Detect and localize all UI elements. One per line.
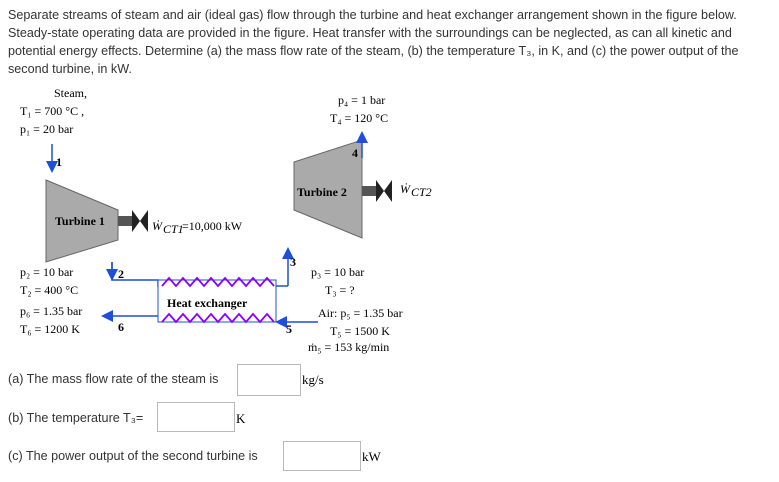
- wct2-symbol: Ẇ: [400, 182, 410, 196]
- t6-label: T₆ = 1200 K: [20, 322, 80, 336]
- answer-b-unit: K: [236, 411, 246, 426]
- state-6-number: 6: [118, 320, 124, 334]
- p4-label: p₄ = 1 bar: [338, 93, 386, 107]
- state-3-number: 3: [290, 255, 296, 269]
- answer-a-unit: kg/s: [302, 372, 324, 387]
- answer-c-unit: kW: [362, 449, 381, 464]
- wct1-symbol: Ẇ: [152, 219, 162, 233]
- problem-statement: Separate streams of steam and air (ideal gas) flow through the turbine and heat exchanger arrangement shown in the figure below. Steady-state operating data are provided in the figure. Heat transfer with the surroundings can be neglected, as can all kinetic and potential energy effects. Determine (a) the mass flow rate of the steam, (b) the temperature T₃, in K, and (c) the power output of the second turbine, in kW.: [8, 8, 739, 76]
- answer-b-input[interactable]: [157, 402, 235, 432]
- state-1-number: 1: [56, 155, 62, 169]
- answer-a-input[interactable]: [237, 364, 301, 396]
- air-p5-label: Air: p₅ = 1.35 bar: [318, 306, 403, 320]
- answer-c-input[interactable]: [283, 441, 361, 471]
- wct2-subscript: CT2: [411, 185, 432, 199]
- p1-label: p₁ = 20 bar: [20, 122, 74, 136]
- state-5-number: 5: [286, 322, 292, 336]
- p6-label: p₆ = 1.35 bar: [20, 304, 83, 318]
- question-c-label: (c) The power output of the second turbine is: [8, 449, 258, 463]
- t5-label: T₅ = 1500 K: [330, 324, 390, 338]
- heat-exchanger-label: Heat exchanger: [167, 296, 248, 310]
- state-4-number: 4: [352, 146, 358, 160]
- turbine-2-shaft-coupling-icon: [376, 180, 392, 202]
- turbine-1-label: Turbine 1: [55, 214, 105, 228]
- turbine-2-label: Turbine 2: [297, 185, 347, 199]
- steam-label: Steam,: [54, 86, 87, 100]
- wct1-value: =10,000 kW: [182, 219, 243, 233]
- turbine-2-shaft: [362, 186, 376, 196]
- turbine-1-shaft-coupling-icon: [132, 210, 148, 232]
- turbine-1-shaft: [118, 216, 132, 226]
- question-a-label: (a) The mass flow rate of the steam is: [8, 372, 219, 386]
- p3-label: p₃ = 10 bar: [311, 265, 365, 279]
- t1-label: T₁ = 700 °C ,: [20, 104, 85, 118]
- wct1-subscript: CT1: [163, 222, 184, 236]
- t3-label: T₃ = ?: [325, 283, 355, 297]
- m5-label: ṁ₅ = 153 kg/min: [308, 340, 390, 354]
- t4-label: T₄ = 120 °C: [330, 111, 389, 125]
- t2-label: T₂ = 400 °C: [20, 283, 79, 297]
- state-2-number: 2: [118, 267, 124, 281]
- question-b-label: (b) The temperature T₃=: [8, 411, 144, 425]
- p2-label: p₂ = 10 bar: [20, 265, 74, 279]
